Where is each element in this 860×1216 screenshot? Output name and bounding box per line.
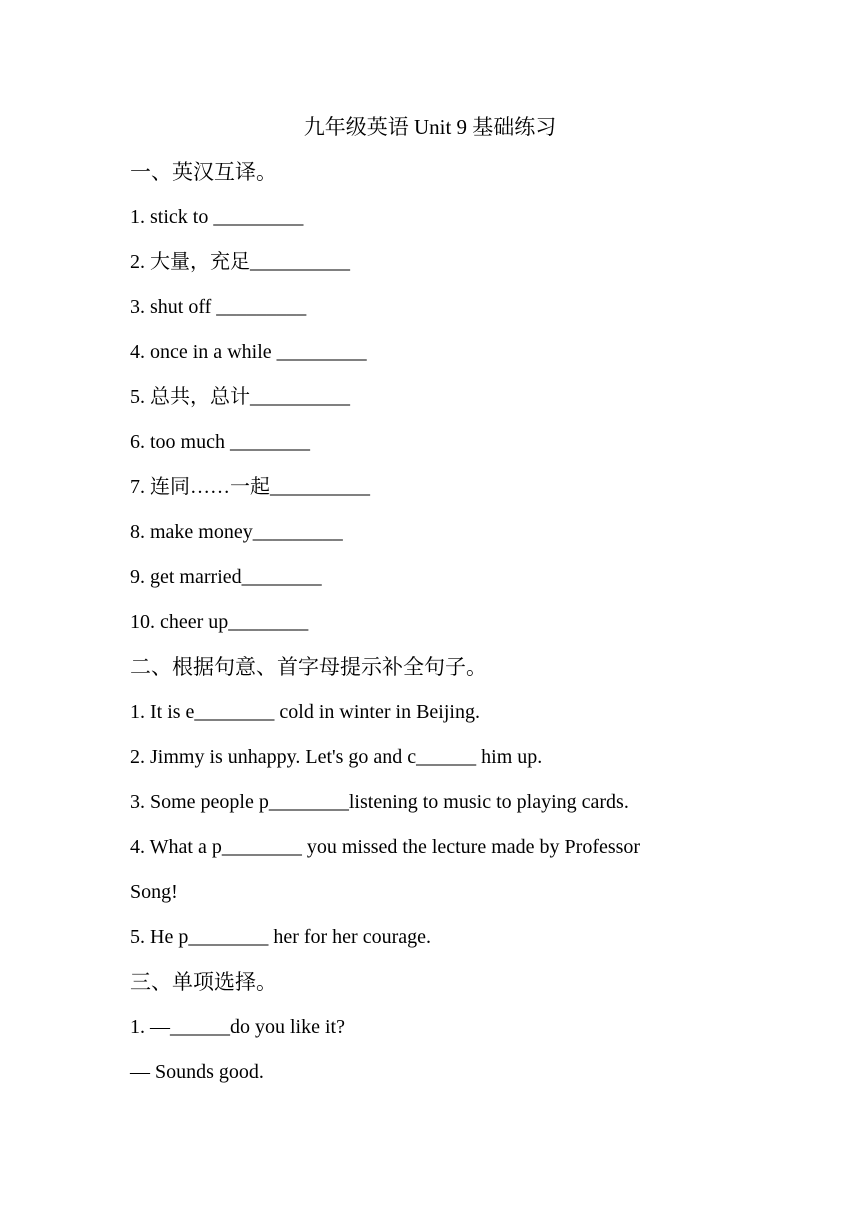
- choice-dialogue-line: — Sounds good.: [130, 1061, 264, 1083]
- page-title: 九年级英语 Unit 9 基础练习: [303, 115, 557, 139]
- fill-in-item: 5. He p________ her for her courage.: [130, 926, 432, 948]
- section-heading-multiple-choice: 三、单项选择。: [130, 970, 277, 994]
- choice-question: 1. —______do you like it?: [130, 1016, 345, 1038]
- translation-item: 1. stick to _________: [130, 206, 304, 228]
- translation-item: 9. get married________: [130, 566, 322, 588]
- translation-item: 8. make money_________: [130, 521, 343, 543]
- translation-item: 3. shut off _________: [130, 296, 307, 318]
- fill-in-item: 1. It is e________ cold in winter in Beijing.: [130, 701, 480, 723]
- fill-in-item: 3. Some people p________listening to music to playing cards.: [130, 791, 629, 813]
- translation-item: 10. cheer up________: [130, 611, 309, 633]
- translation-item: 7. 连同……一起__________: [130, 476, 370, 498]
- fill-in-item: 4. What a p________ you missed the lecture made by Professor: [130, 836, 641, 858]
- translation-item: 2. 大量，充足__________: [130, 251, 350, 273]
- fill-in-item-continued: Song!: [130, 881, 178, 903]
- translation-item: 4. once in a while _________: [130, 341, 367, 363]
- translation-item: 5. 总共，总计__________: [130, 386, 350, 408]
- section-heading-translation: 一、英汉互译。: [130, 160, 277, 184]
- fill-in-item: 2. Jimmy is unhappy. Let's go and c______ him up.: [130, 746, 543, 768]
- section-heading-fill-in: 二、根据句意、首字母提示补全句子。: [130, 655, 487, 679]
- translation-item: 6. too much ________: [130, 431, 310, 453]
